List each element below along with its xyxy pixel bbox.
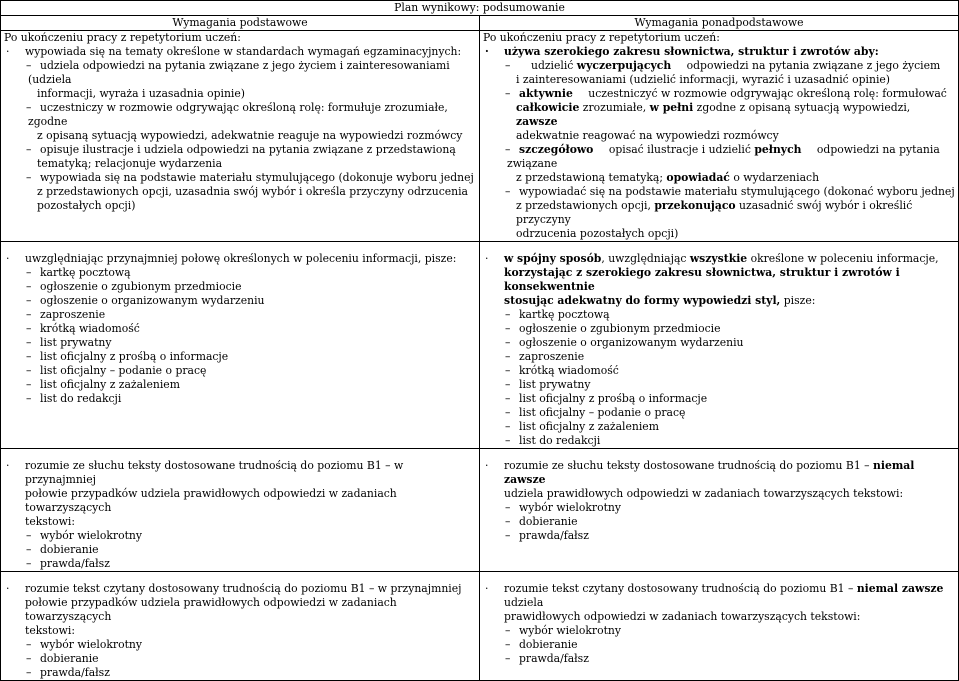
list-item: – dobieranie bbox=[4, 652, 476, 666]
extended-section-listening bbox=[480, 449, 959, 572]
list-item-cont: informacji, wyraża i uzasadnia opinie) bbox=[37, 87, 245, 100]
list-item: – opisuje ilustracje i udziela odpowiedzi na pytania związane z przedstawioną bbox=[4, 143, 476, 157]
list-item: – aktywnie uczestniczyć w rozmowie odgrywając określoną rolę: formułować bbox=[483, 87, 955, 101]
list-item: – kartkę pocztową bbox=[483, 308, 955, 322]
list-item-cont: z przedstawioną tematyką; opowiadać o wydarzeniach bbox=[516, 171, 820, 184]
basic-listening-line: tekstowi: bbox=[25, 515, 75, 528]
list-item: – prawda/fałsz bbox=[483, 529, 955, 543]
list-item: – ogłoszenie o organizowanym wydarzeniu bbox=[483, 336, 955, 350]
extended-speaking-bullet: · używa szerokiego zakresu słownictwa, struktur i zwrotów aby: bbox=[485, 45, 879, 58]
list-item: – list prywatny bbox=[483, 378, 955, 392]
list-item: – dobieranie bbox=[4, 543, 476, 557]
list-item: – dobieranie bbox=[483, 515, 955, 529]
basic-section-reading bbox=[1, 572, 480, 681]
extended-writing-line: korzystając z szerokiego zakresu słownictwa, struktur i zwrotów i konsekwentnie bbox=[504, 266, 900, 293]
list-item: – list prywatny bbox=[4, 336, 476, 350]
bullet-icon: · bbox=[485, 45, 489, 58]
basic-intro: Po ukończeniu pracy z repetytorium uczeń: bbox=[4, 31, 241, 44]
list-item: – list do redakcji bbox=[4, 392, 476, 406]
list-item: – list oficjalny – podanie o pracę bbox=[4, 364, 476, 378]
extended-section-reading bbox=[480, 572, 959, 681]
extended-intro: Po ukończeniu pracy z repetytorium uczeń: bbox=[483, 31, 720, 44]
list-item: – uczestniczy w rozmowie odgrywając określoną rolę: formułuje zrozumiałe, zgodne bbox=[4, 101, 476, 129]
list-item: – prawda/fałsz bbox=[483, 652, 955, 666]
extended-writing-line: stosując adekwatny do formy wypowiedzi styl, pisze: bbox=[504, 294, 816, 307]
list-item: – wybór wielokrotny bbox=[483, 501, 955, 515]
list-item: – wybór wielokrotny bbox=[4, 529, 476, 543]
list-item: – prawda/fałsz bbox=[4, 666, 476, 680]
list-item: – ogłoszenie o zgubionym przedmiocie bbox=[4, 280, 476, 294]
list-item: – zaproszenie bbox=[483, 350, 955, 364]
extended-listening-bullet: · rozumie ze słuchu teksty dostosowane trudnością do poziomu B1 – niemal zawsze bbox=[485, 459, 915, 486]
bullet-icon: · bbox=[6, 459, 10, 472]
basic-section-listening bbox=[1, 449, 480, 572]
basic-reading-line: połowie przypadków udziela prawidłowych odpowiedzi w zadaniach towarzyszących bbox=[25, 596, 397, 623]
list-item: – list oficjalny z zażaleniem bbox=[483, 420, 955, 434]
basic-section-writing bbox=[1, 242, 480, 449]
list-item: – kartkę pocztową bbox=[4, 266, 476, 280]
basic-listening-bullet: · rozumie ze słuchu teksty dostosowane trudnością do poziomu B1 – w przynajmniej bbox=[6, 459, 404, 486]
extended-listening-line: udziela prawidłowych odpowiedzi w zadaniach towarzyszących tekstowi: bbox=[504, 487, 904, 500]
list-item: – krótką wiadomość bbox=[483, 364, 955, 378]
list-item-cont: pozostałych opcji) bbox=[37, 199, 136, 212]
basic-reading-line: tekstowi: bbox=[25, 624, 75, 637]
extended-reading-bullet: · rozumie tekst czytany dostosowany trudnością do poziomu B1 – niemal zawsze udziela bbox=[485, 582, 944, 609]
extended-section-speaking bbox=[480, 31, 959, 242]
list-item-cont: odrzucenia pozostałych opcji) bbox=[516, 227, 679, 240]
list-item: – wypowiada się na podstawie materiału stymulującego (dokonuje wyboru jednej bbox=[4, 171, 476, 185]
list-item-cont: z przedstawionych opcji, uzasadnia swój wybór i określa przyczyny odrzucenia bbox=[37, 185, 468, 198]
bullet-icon: · bbox=[6, 45, 10, 58]
list-item: – wypowiadać się na podstawie materiału stymulującego (dokonać wyboru jednej bbox=[483, 185, 955, 199]
list-item: – udzielić wyczerpujących odpowiedzi na pytania związane z jego życiem bbox=[483, 59, 955, 73]
table-title-cell bbox=[1, 1, 959, 16]
list-item: – ogłoszenie o zgubionym przedmiocie bbox=[483, 322, 955, 336]
list-item: – zaproszenie bbox=[4, 308, 476, 322]
extended-writing-bullet: · w spójny sposób, uwzględniając wszystkie określone w poleceniu informacje, bbox=[485, 252, 939, 265]
bullet-icon: · bbox=[485, 252, 489, 265]
bullet-icon: · bbox=[6, 582, 10, 595]
header-basic bbox=[1, 16, 480, 31]
list-item-cont: tematyką; relacjonuje wydarzenia bbox=[37, 157, 223, 170]
basic-speaking-bullet: · wypowiada się na tematy określone w standardach wymagań egzaminacyjnych: bbox=[6, 45, 462, 58]
bullet-icon: · bbox=[485, 582, 489, 595]
basic-section-speaking bbox=[1, 31, 480, 242]
list-item: – list oficjalny z zażaleniem bbox=[4, 378, 476, 392]
list-item-cont: z opisaną sytuacją wypowiedzi, adekwatnie reaguje na wypowiedzi rozmówcy bbox=[37, 129, 463, 142]
list-item: – list do redakcji bbox=[483, 434, 955, 448]
list-item: – krótką wiadomość bbox=[4, 322, 476, 336]
extended-section-writing bbox=[480, 242, 959, 449]
list-item: – dobieranie bbox=[483, 638, 955, 652]
list-item: – wybór wielokrotny bbox=[483, 624, 955, 638]
list-item: – udziela odpowiedzi na pytania związane z jego życiem i zainteresowaniami (udziela bbox=[4, 59, 476, 87]
extended-reading-line: prawidłowych odpowiedzi w zadaniach towarzyszących tekstowi: bbox=[504, 610, 861, 623]
list-item: – wybór wielokrotny bbox=[4, 638, 476, 652]
list-item-cont: adekwatnie reagować na wypowiedzi rozmówcy bbox=[516, 129, 779, 142]
basic-writing-bullet: · uwzględniając przynajmniej połowę określonych w poleceniu informacji, pisze: bbox=[6, 252, 457, 265]
list-item: – list oficjalny – podanie o pracę bbox=[483, 406, 955, 420]
list-item-cont: z przedstawionych opcji, przekonująco uzasadnić swój wybór i określić przyczyny bbox=[516, 199, 913, 226]
header-extended-label: Wymagania ponadpodstawowe bbox=[634, 16, 804, 29]
list-item-cont: i zainteresowaniami (udzielić informacji, wyrazić i uzasadnić opinie) bbox=[516, 73, 891, 86]
page-title: Plan wynikowy: podsumowanie bbox=[394, 1, 565, 14]
list-item-cont: całkowicie zrozumiałe, w pełni zgodne z opisaną sytuacją wypowiedzi, zawsze bbox=[516, 101, 911, 128]
list-item: – list oficjalny z prośbą o informacje bbox=[483, 392, 955, 406]
header-basic-label: Wymagania podstawowe bbox=[172, 16, 308, 29]
bullet-icon: · bbox=[6, 252, 10, 265]
bullet-icon: · bbox=[485, 459, 489, 472]
header-extended bbox=[480, 16, 959, 31]
list-item: – szczegółowo opisać ilustracje i udzielić pełnych odpowiedzi na pytania związane bbox=[483, 143, 955, 171]
basic-reading-bullet: · rozumie tekst czytany dostosowany trudnością do poziomu B1 – w przynajmniej bbox=[6, 582, 462, 595]
list-item: – ogłoszenie o organizowanym wydarzeniu bbox=[4, 294, 476, 308]
list-item: – prawda/fałsz bbox=[4, 557, 476, 571]
list-item: – list oficjalny z prośbą o informacje bbox=[4, 350, 476, 364]
basic-listening-line: połowie przypadków udziela prawidłowych odpowiedzi w zadaniach towarzyszących bbox=[25, 487, 397, 514]
